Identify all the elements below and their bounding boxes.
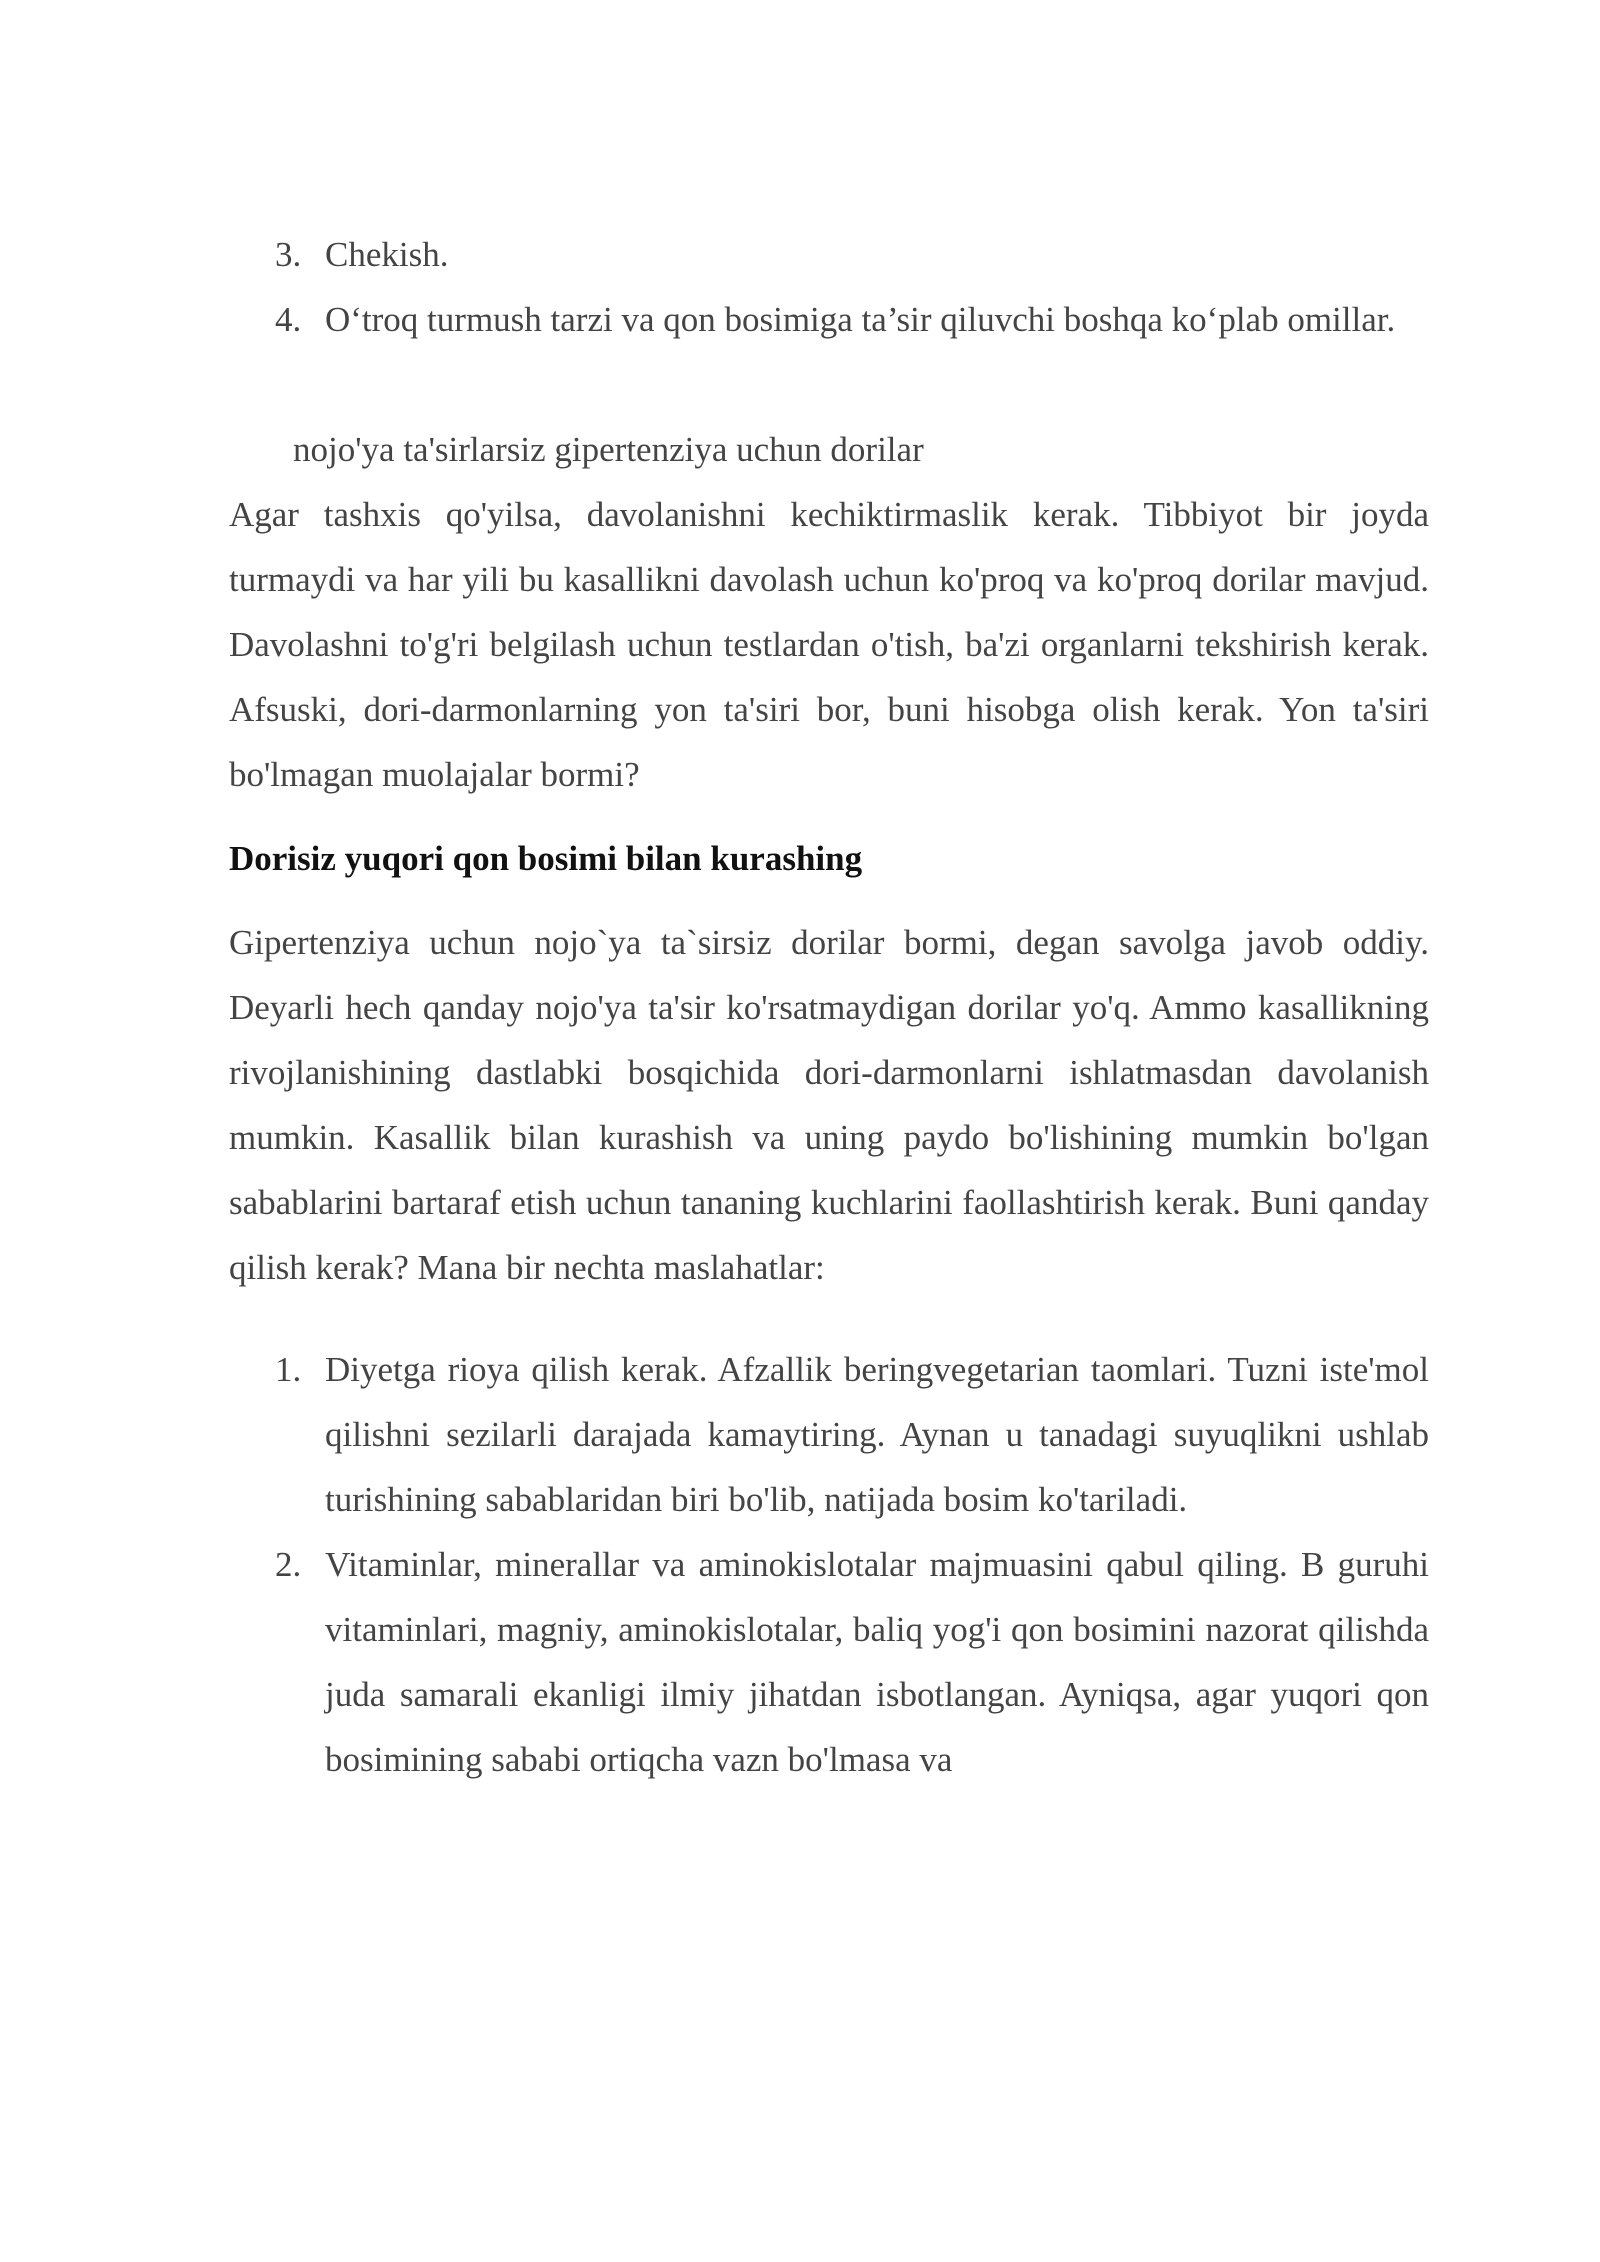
list-item-number: 4. xyxy=(275,300,302,339)
list-item-text: Diyetga rioya qilish kerak. Afzallik beringvegetarian taomlari. Tuzni iste'mol qilishni sezilarli darajada kamaytiring. Aynan u tanadagi suyuqlikni ushlab turishining sabablaridan biri bo'lib, natijada bosim ko'tariladi. xyxy=(325,1350,1429,1519)
numbered-list-bottom xyxy=(229,1337,1429,1792)
list-item xyxy=(229,1532,1429,1792)
list-item-text: Vitaminlar, minerallar va aminokislotalar majmuasini qabul qiling. B guruhi vitaminlari, magniy, aminokislotalar, baliq yog'i qon bosimini nazorat qilishda juda samarali ekanligi ilmiy jihatdan isbotlangan. Ayniqsa, agar yuqori qon bosimining sababi ortiqcha vazn bo'lmasa va xyxy=(325,1545,1429,1779)
list-item xyxy=(229,287,1429,352)
list-item xyxy=(229,222,1429,287)
list-item-text: Chekish. xyxy=(325,235,449,274)
intro-paragraph: Agar tashxis qo'yilsa, davolanishni kechiktirmaslik kerak. Tibbiyot bir joyda turmaydi va har yili bu kasallikni davolash uchun ko'proq va ko'proq dorilar mavjud. Davolashni to'g'ri belgilash uchun testlardan o'tish, ba'zi organlarni tekshirish kerak. Afsuski, dori-darmonlarning yon ta'siri bor, buni hisobga olish kerak. Yon ta'siri bo'lmagan muolajalar bormi? xyxy=(229,495,1429,794)
list-item-number: 2. xyxy=(275,1545,302,1584)
list-item-number: 3. xyxy=(275,235,302,274)
section-subtitle: nojo'ya ta'sirlarsiz gipertenziya uchun dorilar xyxy=(293,430,924,469)
list-item xyxy=(229,1337,1429,1532)
section-heading: Dorisiz yuqori qon bosimi bilan kurashing xyxy=(229,839,863,878)
numbered-list-top xyxy=(229,222,1429,352)
body-paragraph: Gipertenziya uchun nojo`ya ta`sirsiz dorilar bormi, degan savolga javob oddiy. Deyarli hech qanday nojo'ya ta'sir ko'rsatmaydigan dorilar yo'q. Ammo kasallikning rivojlanishining dastlabki bosqichida dori-darmonlarni ishlatmasdan davolanish mumkin. Kasallik bilan kurashish va uning paydo bo'lishining mumkin bo'lgan sabablarini bartaraf etish uchun tananing kuchlarini faollashtirish kerak. Buni qanday qilish kerak? Mana bir nechta maslahatlar: xyxy=(229,923,1429,1287)
list-item-text: O‘troq turmush tarzi va qon bosimiga ta’sir qiluvchi boshqa ko‘plab omillar. xyxy=(325,300,1396,339)
list-item-number: 1. xyxy=(275,1350,302,1389)
document-page xyxy=(229,222,1429,1792)
